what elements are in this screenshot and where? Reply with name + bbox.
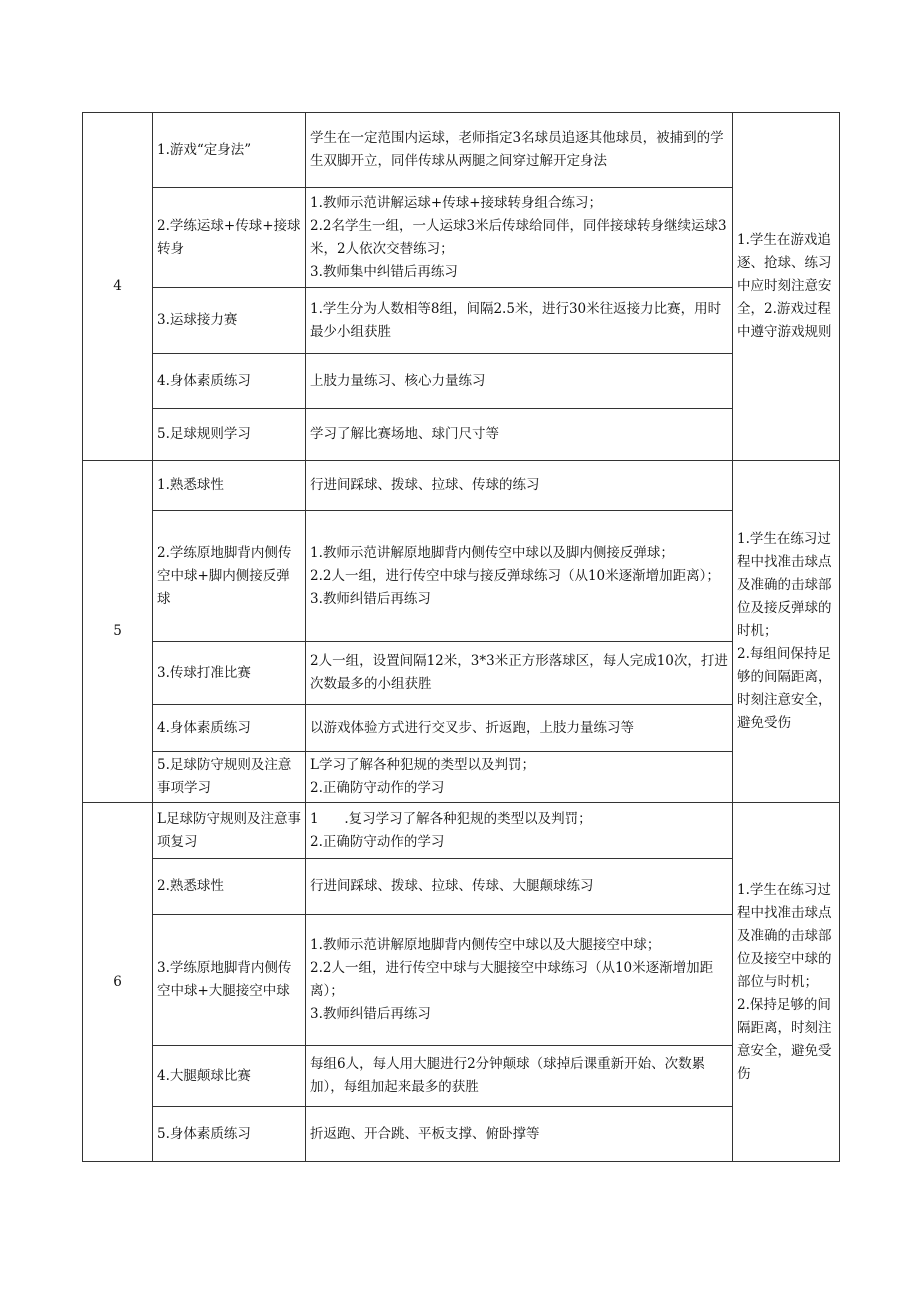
- activity-content-cell: [306, 113, 733, 188]
- content-line: 行进间踩球、拨球、拉球、传球的练习: [310, 477, 540, 493]
- content-line: 2.2人一组，进行传空中球与大腿接空中球练习（从10米逐渐增加距离）；: [310, 960, 714, 999]
- lesson-plan-body: [83, 113, 840, 1162]
- content-line: 1.学生分为人数相等8组，间隔2.5米，进行30米往返接力比赛，用时最少小组获胜: [310, 300, 722, 340]
- table-row: [83, 1107, 840, 1162]
- table-row: [83, 511, 840, 642]
- activity-content-cell: [306, 803, 733, 859]
- content-line: 折返跑、开合跳、平板支撑、俯卧撑等: [310, 1125, 540, 1142]
- table-row: [83, 859, 840, 915]
- activity-content-cell: [306, 409, 733, 461]
- safety-note-cell: [733, 113, 840, 461]
- table-row: [83, 642, 840, 705]
- table-row: [83, 288, 840, 354]
- content-line: 3.教师集中纠错后再练习: [310, 263, 458, 280]
- table-row: [83, 1046, 840, 1107]
- activity-content-cell: [306, 354, 733, 409]
- activity-item-cell: 4.身体素质练习: [153, 354, 306, 409]
- content-line: 1 .复习学习了解各种犯规的类型以及判罚；: [310, 810, 592, 827]
- activity-item-cell: 4.身体素质练习: [153, 705, 306, 752]
- table-row: [83, 113, 840, 188]
- activity-content-cell: [306, 1107, 733, 1162]
- note-line: 2.每组间保持足够的间隔距离，时刻注意安全，避免受伤: [737, 646, 832, 731]
- content-line: 2.2人一组，进行传空中球与接反弹球练习（从10米逐渐增加距离）；: [310, 567, 720, 584]
- content-line: 2.正确防守动作的学习: [310, 780, 445, 796]
- activity-content-cell: [306, 705, 733, 752]
- content-line: 以游戏体验方式进行交叉步、折返跑，上肢力量练习等: [310, 719, 634, 736]
- content-line: 1.教师示范讲解原地脚背内侧传空中球以及脚内侧接反弹球；: [310, 544, 674, 561]
- activity-item-cell: 1.游戏“定身法”: [153, 113, 306, 188]
- activity-item-cell: 5.足球防守规则及注意事项学习: [153, 752, 306, 803]
- table-row: [83, 188, 840, 288]
- content-line: 2.2名学生一组，一人运球3米后传球给同伴，同伴接球转身继续运球3米，2人依次交替练习；: [310, 217, 727, 257]
- activity-item-cell: 4.大腿颠球比赛: [153, 1046, 306, 1107]
- activity-content-cell: [306, 915, 733, 1046]
- table-row: [83, 752, 840, 803]
- table-row: [83, 705, 840, 752]
- activity-content-cell: [306, 859, 733, 915]
- content-line: 2.正确防守动作的学习: [310, 833, 445, 850]
- activity-item-cell: 3.运球接力赛: [153, 288, 306, 354]
- week-number-cell: 5: [83, 461, 153, 803]
- activity-item-cell: 3.学练原地脚背内侧传空中球+大腿接空中球: [153, 915, 306, 1046]
- safety-note-cell: [733, 803, 840, 1162]
- activity-content-cell: [306, 288, 733, 354]
- note-line: 1.学生在游戏追逐、抢球、练习中应时刻注意安全，2.游戏过程中遵守游戏规则: [737, 232, 832, 340]
- week-number-cell: 4: [83, 113, 153, 461]
- table-row: [83, 409, 840, 461]
- content-line: 上肢力量练习、核心力量练习: [310, 372, 486, 389]
- table-row: [83, 461, 840, 511]
- activity-content-cell: [306, 511, 733, 642]
- table-row: [83, 803, 840, 859]
- activity-item-cell: 3.传球打准比赛: [153, 642, 306, 705]
- note-line: 2.保持足够的间隔距离，时刻注意安全，避免受伤: [737, 996, 832, 1082]
- safety-note-cell: [733, 461, 840, 803]
- content-line: 2人一组，设置间隔12米，3*3米正方形落球区，每人完成10次，打进次数最多的小组获胜: [310, 653, 728, 692]
- table-row: [83, 354, 840, 409]
- activity-content-cell: [306, 642, 733, 705]
- content-line: 每组6人，每人用大腿进行2分钟颠球（球掉后课重新开始、次数累加），每组加起来最多的获胜: [310, 1056, 706, 1095]
- activity-item-cell: 2.学练原地脚背内侧传空中球+脚内侧接反弹球: [153, 511, 306, 642]
- activity-item-cell: 2.学练运球+传球+接球转身: [153, 188, 306, 288]
- activity-content-cell: [306, 188, 733, 288]
- content-line: 3.教师纠错后再练习: [310, 1006, 431, 1022]
- content-line: 学习了解比赛场地、球门尺寸等: [310, 426, 499, 442]
- content-line: 1.教师示范讲解运球+传球+接球转身组合练习；: [310, 194, 603, 211]
- week-number-cell: 6: [83, 803, 153, 1162]
- content-line: 学生在一定范围内运球，老师指定3名球员追逐其他球员，被捕到的学生双脚开立，同伴传球从两腿之间穿过解开定身法: [310, 130, 724, 169]
- activity-content-cell: [306, 461, 733, 511]
- table-row: [83, 915, 840, 1046]
- activity-content-cell: [306, 1046, 733, 1107]
- content-line: 1.教师示范讲解原地脚背内侧传空中球以及大腿接空中球；: [310, 937, 661, 953]
- activity-item-cell: 1.熟悉球性: [153, 461, 306, 511]
- content-line: 行进间踩球、拨球、拉球、传球、大腿颠球练习: [310, 878, 594, 894]
- activity-item-cell: L足球防守规则及注意事项复习: [153, 803, 306, 859]
- note-line: 1.学生在练习过程中找准击球点及准确的击球部位及接空中球的部位与时机；: [737, 881, 832, 990]
- activity-item-cell: 5.身体素质练习: [153, 1107, 306, 1162]
- content-line: 3.教师纠错后再练习: [310, 590, 431, 607]
- lesson-plan-table: [82, 112, 840, 1162]
- activity-item-cell: 5.足球规则学习: [153, 409, 306, 461]
- activity-item-cell: 2.熟悉球性: [153, 859, 306, 915]
- activity-content-cell: [306, 752, 733, 803]
- note-line: 1.学生在练习过程中找准击球点及准确的击球部位及接反弹球的时机；: [737, 531, 832, 639]
- content-line: L学习了解各种犯规的类型以及判罚；: [310, 757, 535, 773]
